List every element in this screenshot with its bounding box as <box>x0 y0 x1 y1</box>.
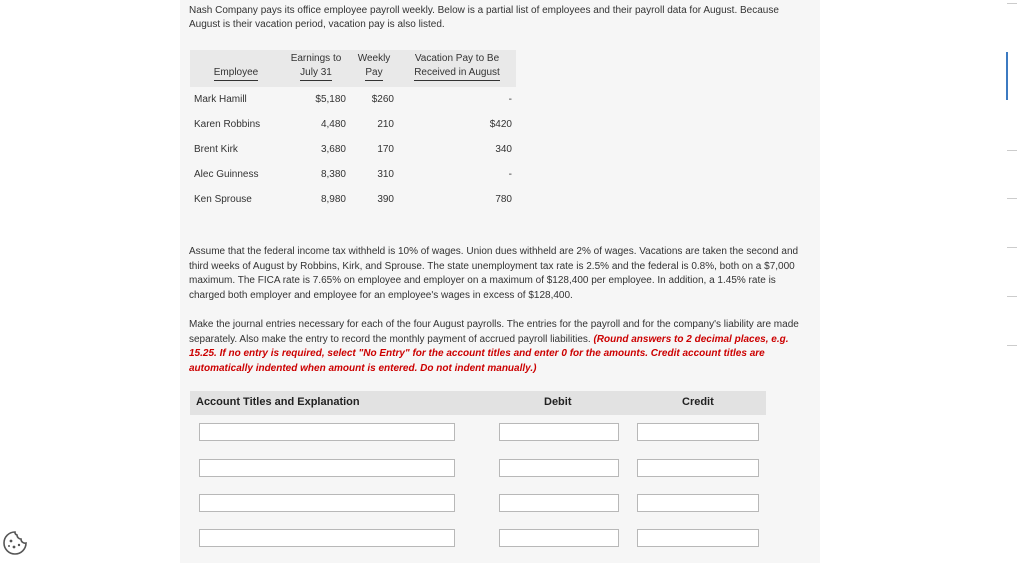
employee-payroll-table <box>190 50 516 212</box>
debit-input-4[interactable] <box>499 529 619 547</box>
credit-input-3[interactable] <box>637 494 759 512</box>
cookie-icon[interactable] <box>2 530 28 556</box>
instructions-text <box>189 318 801 376</box>
table-row: Ken Sprouse 8,980 390 780 <box>194 194 512 205</box>
right-edge-divider <box>1007 150 1017 151</box>
col-credit: Credit <box>682 396 714 408</box>
debit-input-3[interactable] <box>499 494 619 512</box>
right-edge-divider <box>1007 198 1017 199</box>
table-row: Brent Kirk 3,680 170 340 <box>194 144 512 155</box>
debit-input-1[interactable] <box>499 423 619 441</box>
col-debit: Debit <box>544 396 572 408</box>
right-edge-divider <box>1007 296 1017 297</box>
header-employee: Employee <box>190 50 282 87</box>
intro-text: Nash Company pays its office employee payroll weekly. Below is a partial list of employees and their payroll data for August. Because August is their vacation period, vacation pay is also listed. <box>189 5 779 30</box>
right-edge-indicator <box>1006 52 1008 100</box>
account-title-input-2[interactable] <box>199 459 455 477</box>
col-account-titles: Account Titles and Explanation <box>196 396 360 408</box>
account-title-input-1[interactable] <box>199 423 455 441</box>
account-title-input-3[interactable] <box>199 494 455 512</box>
credit-input-4[interactable] <box>637 529 759 547</box>
right-edge-divider <box>1007 345 1017 346</box>
table-header-row <box>190 50 516 87</box>
table-row: Alec Guinness 8,380 310 - <box>194 169 512 180</box>
credit-input-2[interactable] <box>637 459 759 477</box>
right-edge-divider <box>1007 247 1017 248</box>
assumptions-text: Assume that the federal income tax withheld is 10% of wages. Union dues withheld are 2% of wages. Vacations are taken the second and third weeks of August by Robbins, Kirk, and Sprouse. The state unemployment tax rate is 2.5% and the federal is 0.8%, both on a $7,000 maximum. The FICA rate is 7.65% on employee and employer on a maximum of $128,400 per employee. In addition, a 1.45% rate is charged both employer and employee for an employee's wages in excess of $128,400. <box>189 246 799 301</box>
table-row: Karen Robbins 4,480 210 $420 <box>194 119 512 130</box>
instructions-note: (Round answers to 2 decimal places, e.g. 15.25. If no entry is required, select "No Entry" for the account titles and enter 0 for the amounts. Credit account titles are automatically indented when amount is entered. Do not indent manually.) <box>189 333 789 374</box>
header-vacation-pay: Vacation Pay to Be Received in August <box>398 50 516 87</box>
journal-header <box>190 391 766 415</box>
credit-input-1[interactable] <box>637 423 759 441</box>
right-edge-divider <box>1007 3 1017 4</box>
header-weekly-pay: Weekly Pay <box>350 50 398 87</box>
account-title-input-4[interactable] <box>199 529 455 547</box>
instructions-main: Make the journal entries necessary for each of the four August payrolls. The entries for the payroll and for the company's liability are made separately. Also make the entry to record the monthly payment of accrued payroll liabilities. <box>189 319 799 345</box>
table-row: Mark Hamill $5,180 $260 - <box>194 94 512 105</box>
debit-input-2[interactable] <box>499 459 619 477</box>
header-earnings: Earnings to July 31 <box>282 50 350 87</box>
